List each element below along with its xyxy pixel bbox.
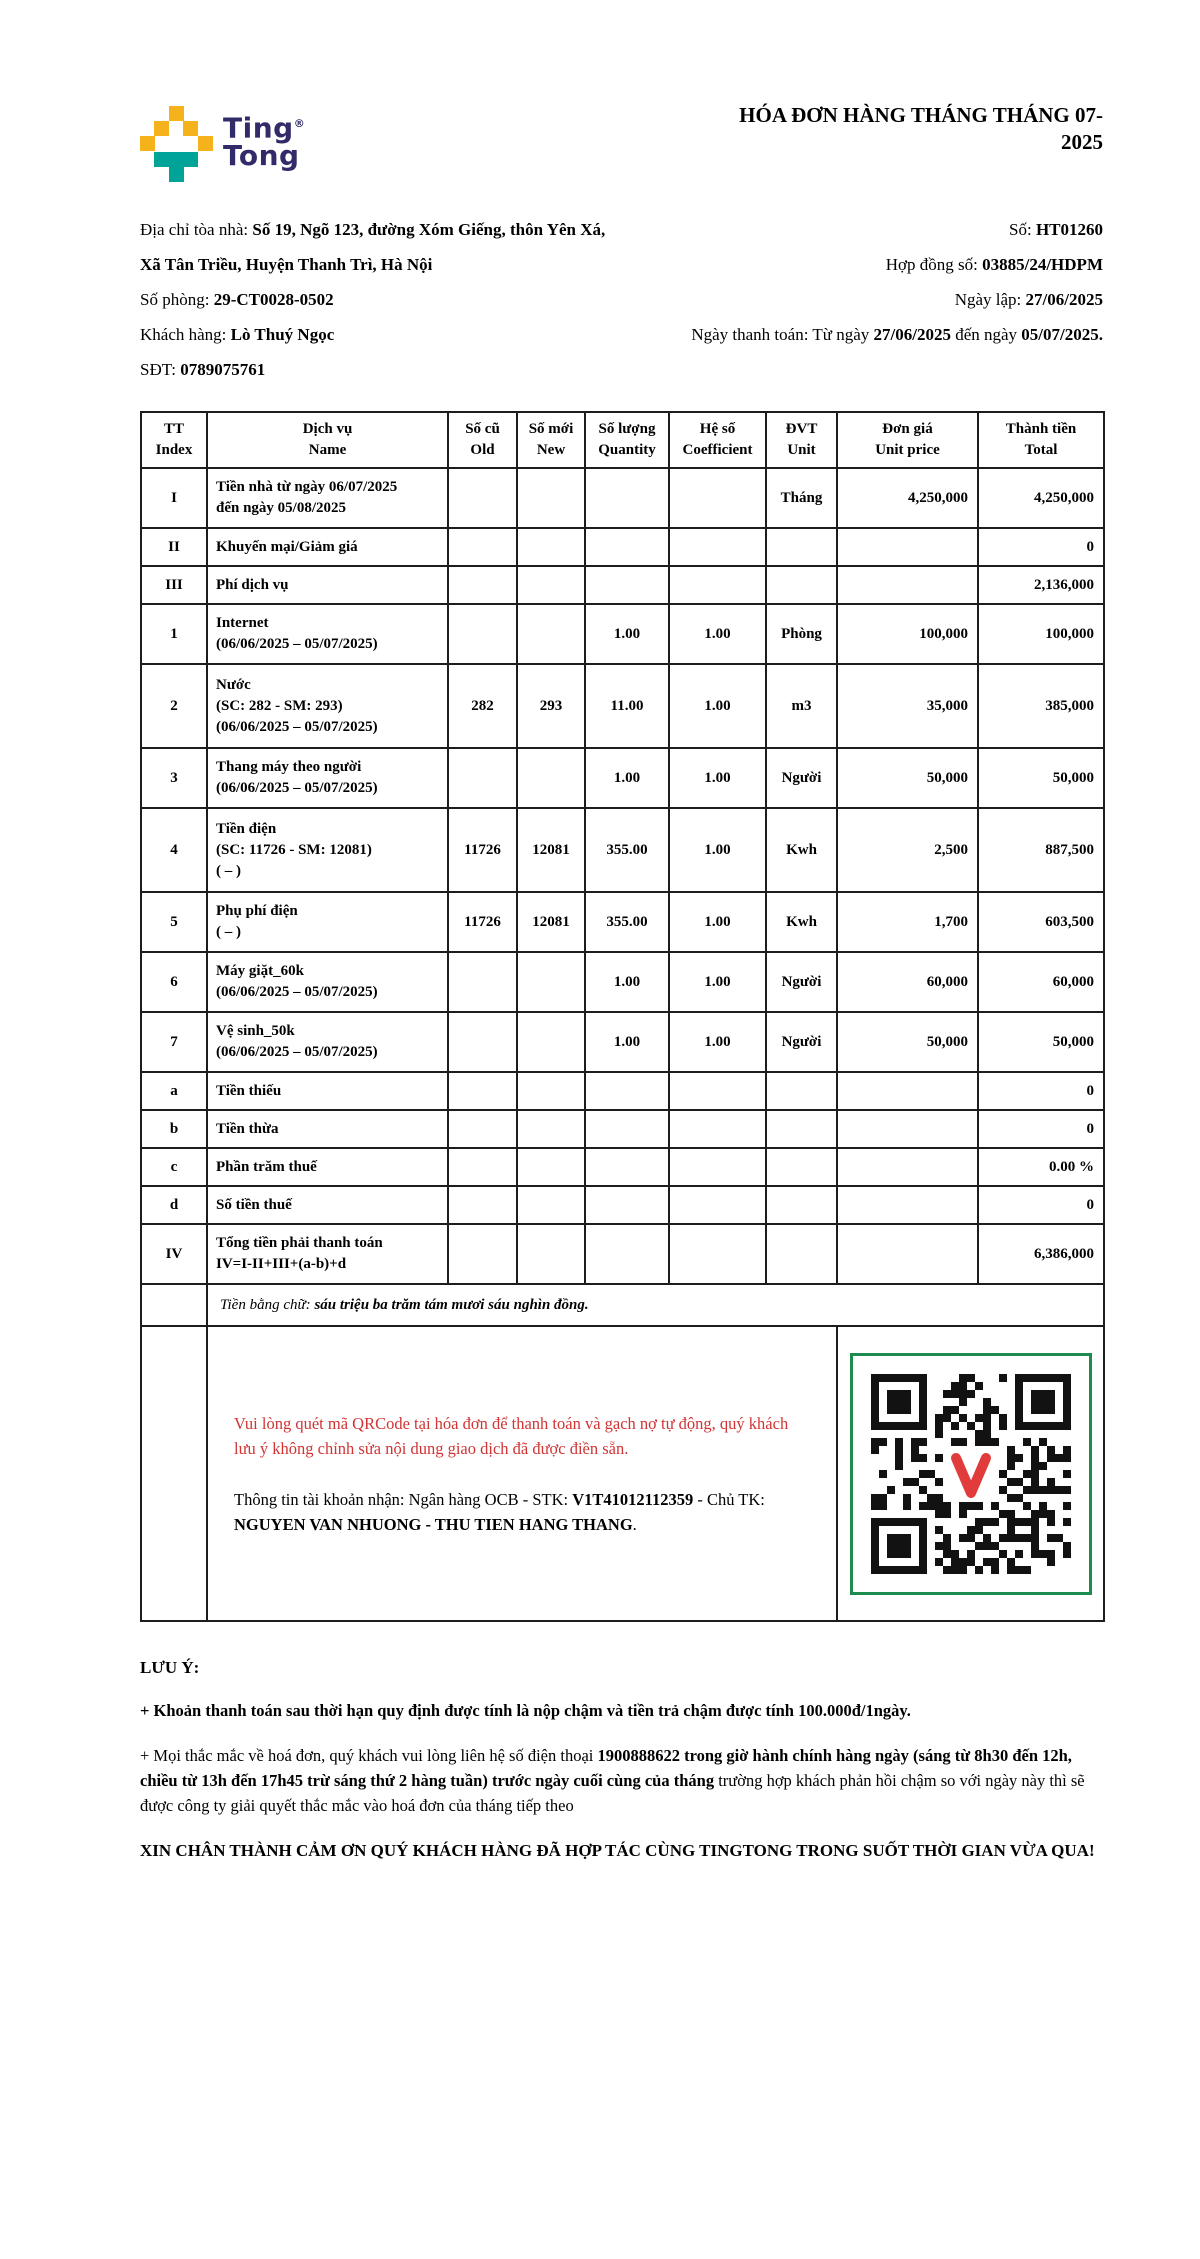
invoice-table-header (141, 412, 1104, 468)
info-line-left (140, 212, 605, 247)
logo-pixel (169, 152, 184, 167)
qr-scan-warning: Vui lòng quét mã QRCode tại hóa đơn để thanh toán và gạch nợ tự động, quý khách lưu ý không chỉnh sửa nội dung giao dịch đã được điền sẵn. (234, 1413, 789, 1458)
cell-coefficient: 1.00 (669, 604, 766, 664)
cell-unit-price: 60,000 (837, 952, 978, 1012)
cell-total: 0 (978, 1186, 1104, 1224)
service-name-line: (06/06/2025 – 05/07/2025) (216, 636, 378, 652)
cell-new-reading (517, 604, 585, 664)
text-segment: 03885/24/HDPM (982, 255, 1103, 274)
info-line-right (691, 247, 1103, 282)
cell-index: a (141, 1072, 207, 1110)
column-header-line: TT (163, 421, 184, 437)
text-segment: NGUYEN VAN NHUONG - THU TIEN HANG THANG (234, 1514, 633, 1534)
cell-unit (766, 1148, 837, 1186)
cell-service-name (207, 892, 448, 952)
text-segment: Số 19, Ngõ 123, đường Xóm Giếng, thôn Yên Xá, (252, 220, 606, 239)
cell-old-reading (448, 1012, 517, 1072)
cell-total: 0 (978, 1072, 1104, 1110)
cell-service-name (207, 748, 448, 808)
cell-coefficient: 1.00 (669, 808, 766, 892)
cell-index: III (141, 566, 207, 604)
cell-total: 603,500 (978, 892, 1104, 952)
column-header (448, 412, 517, 468)
bank-account-info (234, 1487, 810, 1537)
service-name-line: Tiền điện (216, 820, 277, 837)
column-header-line: Unit price (875, 442, 940, 458)
column-header-line: New (536, 442, 566, 458)
column-header-line: Số lượng (598, 421, 656, 437)
cell-coefficient: 1.00 (669, 952, 766, 1012)
text-segment: Xã Tân Triều, Huyện Thanh Trì, Hà Nội (140, 255, 433, 274)
table-row-7 (141, 1012, 1104, 1072)
text-segment: Lò Thuý Ngọc (230, 325, 335, 344)
column-header (978, 412, 1104, 468)
cell-quantity: 355.00 (585, 808, 669, 892)
cell-quantity: 1.00 (585, 1012, 669, 1072)
cell-total: 4,250,000 (978, 468, 1104, 528)
text-segment: Hợp đồng số: (885, 255, 983, 274)
cell-coefficient: 1.00 (669, 748, 766, 808)
cell-coefficient: 1.00 (669, 892, 766, 952)
cell-index: I (141, 468, 207, 528)
table-row-I (141, 468, 1104, 528)
text-segment: trường hợp khách phản hồi chậm so với ngày này thì sẽ được công ty giải quyết thắc mắc vào hoá đơn của tháng tiếp theo (140, 1771, 1085, 1815)
column-header-line: Total (1024, 442, 1058, 458)
cell-unit-price: 35,000 (837, 664, 978, 748)
cell-quantity: 1.00 (585, 604, 669, 664)
notes-title: LƯU Ý: (140, 1658, 200, 1677)
logo-pixel (169, 106, 184, 121)
column-header-line: Hệ số (699, 421, 736, 437)
service-name-line: đến ngày 05/08/2025 (216, 500, 347, 516)
cell-unit-price (837, 1148, 978, 1186)
cell-unit-price (837, 1110, 978, 1148)
text-segment: . (632, 1514, 637, 1534)
note-late-payment (140, 1698, 1103, 1723)
service-name-line: Tiền thừa (216, 1120, 279, 1137)
column-header-line: Quantity (598, 442, 656, 458)
cell-service-name (207, 1110, 448, 1148)
payment-qr-row (141, 1326, 1104, 1621)
building-customer-info (140, 212, 605, 387)
cell-new-reading (517, 1148, 585, 1186)
cell-coefficient: 1.00 (669, 664, 766, 748)
cell-unit (766, 1110, 837, 1148)
cell-index: IV (141, 1224, 207, 1284)
text-segment: trước ngày cuối cùng của tháng (491, 1771, 715, 1790)
logo-word-2: Tong (223, 139, 300, 173)
cell-total: 0 (978, 1110, 1104, 1148)
invoice-info (140, 212, 1103, 387)
cell-old-reading: 282 (448, 664, 517, 748)
text-segment: V1T41012112359 (572, 1489, 694, 1509)
cell-old-reading (448, 1110, 517, 1148)
text-segment: SĐT: (140, 360, 181, 379)
column-header (669, 412, 766, 468)
cell-coefficient: 1.00 (669, 1012, 766, 1072)
qr-code-cell (837, 1326, 1104, 1621)
cell-coefficient (669, 1186, 766, 1224)
invoice-title: HÓA ĐƠN HÀNG THÁNG THÁNG 07-2025 (739, 103, 1103, 154)
logo-pixel (154, 152, 169, 167)
cell-new-reading (517, 1072, 585, 1110)
column-header (837, 412, 978, 468)
service-name-line: (06/06/2025 – 05/07/2025) (216, 984, 378, 1000)
cell-quantity: 1.00 (585, 748, 669, 808)
cell-quantity (585, 1186, 669, 1224)
cell-old-reading (448, 1186, 517, 1224)
cell-unit-price (837, 566, 978, 604)
thank-you-note: XIN CHÂN THÀNH CẢM ƠN QUÝ KHÁCH HÀNG ĐÃ HỢP TÁC CÙNG TINGTONG TRONG SUỐT THỜI GIAN VỪA QUA! (140, 1841, 1095, 1860)
cell-index: 1 (141, 604, 207, 664)
cell-coefficient (669, 468, 766, 528)
cell-index: 5 (141, 892, 207, 952)
cell-new-reading: 12081 (517, 808, 585, 892)
text-segment: 05/07/2025. (1021, 325, 1103, 344)
cell-new-reading: 12081 (517, 892, 585, 952)
table-row-3 (141, 748, 1104, 808)
text-segment: sáu triệu ba trăm tám mươi sáu nghìn đồng. (314, 1296, 589, 1313)
qr-code (871, 1374, 1071, 1574)
info-line-right (691, 317, 1103, 352)
cell-quantity (585, 1224, 669, 1284)
cell-index: 3 (141, 748, 207, 808)
table-row-b (141, 1110, 1104, 1148)
cell-unit: Kwh (766, 808, 837, 892)
cell-index: 4 (141, 808, 207, 892)
column-header-line: Unit (787, 442, 816, 458)
cell-index: 7 (141, 1012, 207, 1072)
logo-pixel (169, 167, 184, 182)
table-row-a (141, 1072, 1104, 1110)
cell-new-reading (517, 952, 585, 1012)
cell-index: b (141, 1110, 207, 1148)
cell-quantity: 11.00 (585, 664, 669, 748)
service-name-line: (06/06/2025 – 05/07/2025) (216, 718, 378, 735)
cell-unit: Tháng (766, 468, 837, 528)
info-line-left (140, 247, 605, 282)
table-row-d (141, 1186, 1104, 1224)
cell-old-reading (448, 604, 517, 664)
cell-old-reading (448, 566, 517, 604)
cell-quantity: 1.00 (585, 952, 669, 1012)
cell-service-name (207, 604, 448, 664)
cell-unit (766, 1224, 837, 1284)
note-contact-hotline (140, 1743, 1103, 1818)
cell-new-reading (517, 1186, 585, 1224)
cell-unit (766, 566, 837, 604)
cell-total: 0 (978, 528, 1104, 566)
cell-new-reading (517, 566, 585, 604)
cell-total: 6,386,000 (978, 1224, 1104, 1284)
table-row-4 (141, 808, 1104, 892)
info-line-left (140, 282, 605, 317)
cell-total: 60,000 (978, 952, 1104, 1012)
service-name-line: Nước (216, 676, 251, 693)
cell-index: 2 (141, 664, 207, 748)
cell-total: 100,000 (978, 604, 1104, 664)
logo-pixel (183, 121, 198, 136)
cell-service-name (207, 664, 448, 748)
cell-quantity (585, 1110, 669, 1148)
cell-service-name (207, 528, 448, 566)
service-name-line: (06/06/2025 – 05/07/2025) (216, 1044, 378, 1060)
text-segment: Thông tin tài khoản nhận: Ngân hàng OCB - STK: (234, 1489, 573, 1509)
cell-unit-price (837, 1186, 978, 1224)
logo-pixel (183, 152, 198, 167)
service-name-line: (06/06/2025 – 05/07/2025) (216, 780, 378, 796)
text-segment: Tiền bằng chữ: (220, 1296, 315, 1313)
column-header (517, 412, 585, 468)
text-segment: Số: (1009, 220, 1036, 239)
service-name-line: IV=I-II+III+(a-b)+d (216, 1256, 347, 1272)
table-row-III (141, 566, 1104, 604)
cell-coefficient (669, 528, 766, 566)
cell-unit-price: 2,500 (837, 808, 978, 892)
cell-new-reading (517, 1224, 585, 1284)
text-segment: Số phòng: (140, 290, 214, 309)
cell-old-reading: 11726 (448, 808, 517, 892)
cell-unit: Người (766, 748, 837, 808)
cell-service-name (207, 1072, 448, 1110)
cell-service-name (207, 952, 448, 1012)
table-row-II (141, 528, 1104, 566)
invoice-table (140, 411, 1105, 1622)
cell-coefficient (669, 1072, 766, 1110)
cell-new-reading: 293 (517, 664, 585, 748)
cell-unit (766, 1072, 837, 1110)
cell-new-reading (517, 468, 585, 528)
notes-section (140, 1658, 1103, 1863)
cell-unit-price: 50,000 (837, 748, 978, 808)
cell-unit: Người (766, 952, 837, 1012)
cell-total: 385,000 (978, 664, 1104, 748)
text-segment: Ngày lập: (954, 290, 1026, 309)
text-segment: 0789075761 (180, 360, 266, 379)
cell-total: 2,136,000 (978, 566, 1104, 604)
column-header (207, 412, 448, 468)
cell-coefficient (669, 566, 766, 604)
service-name-line: Tổng tiền phải thanh toán (216, 1235, 383, 1251)
cell-new-reading (517, 1012, 585, 1072)
cell-old-reading (448, 528, 517, 566)
column-header-line: Coefficient (682, 442, 753, 458)
cell-new-reading (517, 1110, 585, 1148)
logo-pixel (198, 136, 213, 151)
cell-unit-price: 100,000 (837, 604, 978, 664)
cell-quantity (585, 1072, 669, 1110)
table-row-6 (141, 952, 1104, 1012)
cell-service-name (207, 1224, 448, 1284)
cell-empty (141, 1284, 207, 1326)
cell-unit-price: 1,700 (837, 892, 978, 952)
table-row-2 (141, 664, 1104, 748)
cell-old-reading (448, 1224, 517, 1284)
cell-quantity (585, 1148, 669, 1186)
text-segment: HT01260 (1035, 220, 1103, 239)
cell-total: 50,000 (978, 1012, 1104, 1072)
invoice-meta-info (691, 212, 1103, 387)
cell-service-name (207, 566, 448, 604)
logo-pixel (154, 121, 169, 136)
column-header (141, 412, 207, 468)
amount-in-words (207, 1284, 1104, 1326)
cell-quantity (585, 566, 669, 604)
tingtong-logo-text (223, 110, 306, 173)
column-header-line: ĐVT (785, 421, 818, 437)
cell-index: c (141, 1148, 207, 1186)
cell-index: 6 (141, 952, 207, 1012)
cell-service-name (207, 468, 448, 528)
registered-mark: ® (293, 117, 306, 130)
qr-code-frame (850, 1353, 1092, 1595)
cell-unit-price: 4,250,000 (837, 468, 978, 528)
logo-pixel (140, 136, 155, 151)
column-header-line: Thành tiền (1005, 421, 1077, 437)
service-name-line: Phí dịch vụ (216, 576, 289, 593)
cell-unit-price (837, 1072, 978, 1110)
service-name-line: (SC: 282 - SM: 293) (216, 697, 343, 714)
column-header-line: Old (470, 442, 495, 458)
cell-service-name (207, 808, 448, 892)
service-name-line: Vệ sinh_50k (216, 1023, 295, 1039)
cell-total: 887,500 (978, 808, 1104, 892)
amount-in-words-row (141, 1284, 1104, 1326)
payment-instructions (207, 1326, 837, 1621)
text-segment: Địa chỉ tòa nhà: (140, 220, 253, 239)
invoice-table-body (141, 468, 1104, 1621)
cell-total: 50,000 (978, 748, 1104, 808)
cell-old-reading (448, 1148, 517, 1186)
logo-word-1: Ting® (223, 111, 306, 145)
tingtong-logo (140, 100, 305, 182)
cell-quantity (585, 468, 669, 528)
text-segment: 1900888622 trong giờ hành chính hàng ngày (sáng từ 8h30 đến 12h, chiều từ 13h đến 17h45 trừ sáng thứ 2 hàng tuần) (140, 1746, 1072, 1790)
column-header-line: Name (308, 442, 347, 458)
text-segment: Ngày thanh toán: Từ ngày (691, 325, 874, 344)
cell-unit-price (837, 1224, 978, 1284)
text-segment: đến ngày (950, 325, 1022, 344)
cell-index: d (141, 1186, 207, 1224)
cell-unit (766, 1186, 837, 1224)
cell-old-reading (448, 468, 517, 528)
text-segment: 27/06/2025 (873, 325, 951, 344)
cell-service-name (207, 1148, 448, 1186)
text-segment: 29-CT0028-0502 (213, 290, 334, 309)
column-header-line: Index (155, 442, 193, 458)
column-header-line: Đơn giá (882, 421, 933, 437)
tingtong-logo-icon (140, 106, 212, 182)
cell-unit: Người (766, 1012, 837, 1072)
cell-unit-price (837, 528, 978, 566)
service-name-line: Tiền thiếu (216, 1082, 282, 1099)
column-header-line: Dịch vụ (302, 421, 353, 437)
column-header-line: Số mới (528, 421, 574, 437)
cell-quantity (585, 528, 669, 566)
column-header-line: Số cũ (465, 421, 500, 437)
table-row-IV (141, 1224, 1104, 1284)
cell-empty (141, 1326, 207, 1621)
cell-total: 0.00 % (978, 1148, 1104, 1186)
cell-coefficient (669, 1148, 766, 1186)
cell-service-name (207, 1012, 448, 1072)
service-name-line: Máy giặt_60k (216, 963, 304, 979)
cell-unit: Kwh (766, 892, 837, 952)
info-line-left (140, 352, 605, 387)
cell-new-reading (517, 748, 585, 808)
service-name-line: Số tiền thuế (216, 1196, 292, 1213)
table-row-c (141, 1148, 1104, 1186)
cell-service-name (207, 1186, 448, 1224)
invoice-header (140, 100, 1103, 182)
text-segment: + Khoản thanh toán sau thời hạn quy định được tính là nộp chậm và tiền trả chậm được tính 100.000đ/1ngày. (140, 1701, 911, 1720)
service-name-line: Phụ phí điện (216, 903, 298, 919)
cell-unit: m3 (766, 664, 837, 748)
column-header (585, 412, 669, 468)
cell-coefficient (669, 1110, 766, 1148)
cell-index: II (141, 528, 207, 566)
service-name-line: Internet (216, 615, 269, 631)
cell-unit-price: 50,000 (837, 1012, 978, 1072)
table-row-1 (141, 604, 1104, 664)
text-segment: + Mọi thắc mắc về hoá đơn, quý khách vui lòng liên hệ số điện thoại (140, 1746, 598, 1765)
service-name-line: Phần trăm thuế (216, 1158, 317, 1175)
text-segment: 27/06/2025 (1025, 290, 1103, 309)
text-segment: - Chủ TK: (693, 1489, 765, 1509)
info-line-left (140, 317, 605, 352)
service-name-line: (SC: 11726 - SM: 12081) (216, 841, 372, 858)
cell-new-reading (517, 528, 585, 566)
cell-old-reading: 11726 (448, 892, 517, 952)
cell-unit (766, 528, 837, 566)
cell-unit: Phòng (766, 604, 837, 664)
cell-old-reading (448, 748, 517, 808)
cell-old-reading (448, 1072, 517, 1110)
service-name-line: Tiền nhà từ ngày 06/07/2025 (216, 479, 398, 495)
service-name-line: Thang máy theo người (216, 759, 362, 775)
service-name-line: Khuyến mại/Giảm giá (216, 538, 358, 555)
cell-quantity: 355.00 (585, 892, 669, 952)
info-line-right (691, 282, 1103, 317)
service-name-line: ( – ) (216, 862, 241, 879)
column-header (766, 412, 837, 468)
info-line-right (691, 212, 1103, 247)
service-name-line: ( – ) (216, 924, 241, 940)
table-row-5 (141, 892, 1104, 952)
cell-coefficient (669, 1224, 766, 1284)
text-segment: Khách hàng: (140, 325, 231, 344)
cell-old-reading (448, 952, 517, 1012)
